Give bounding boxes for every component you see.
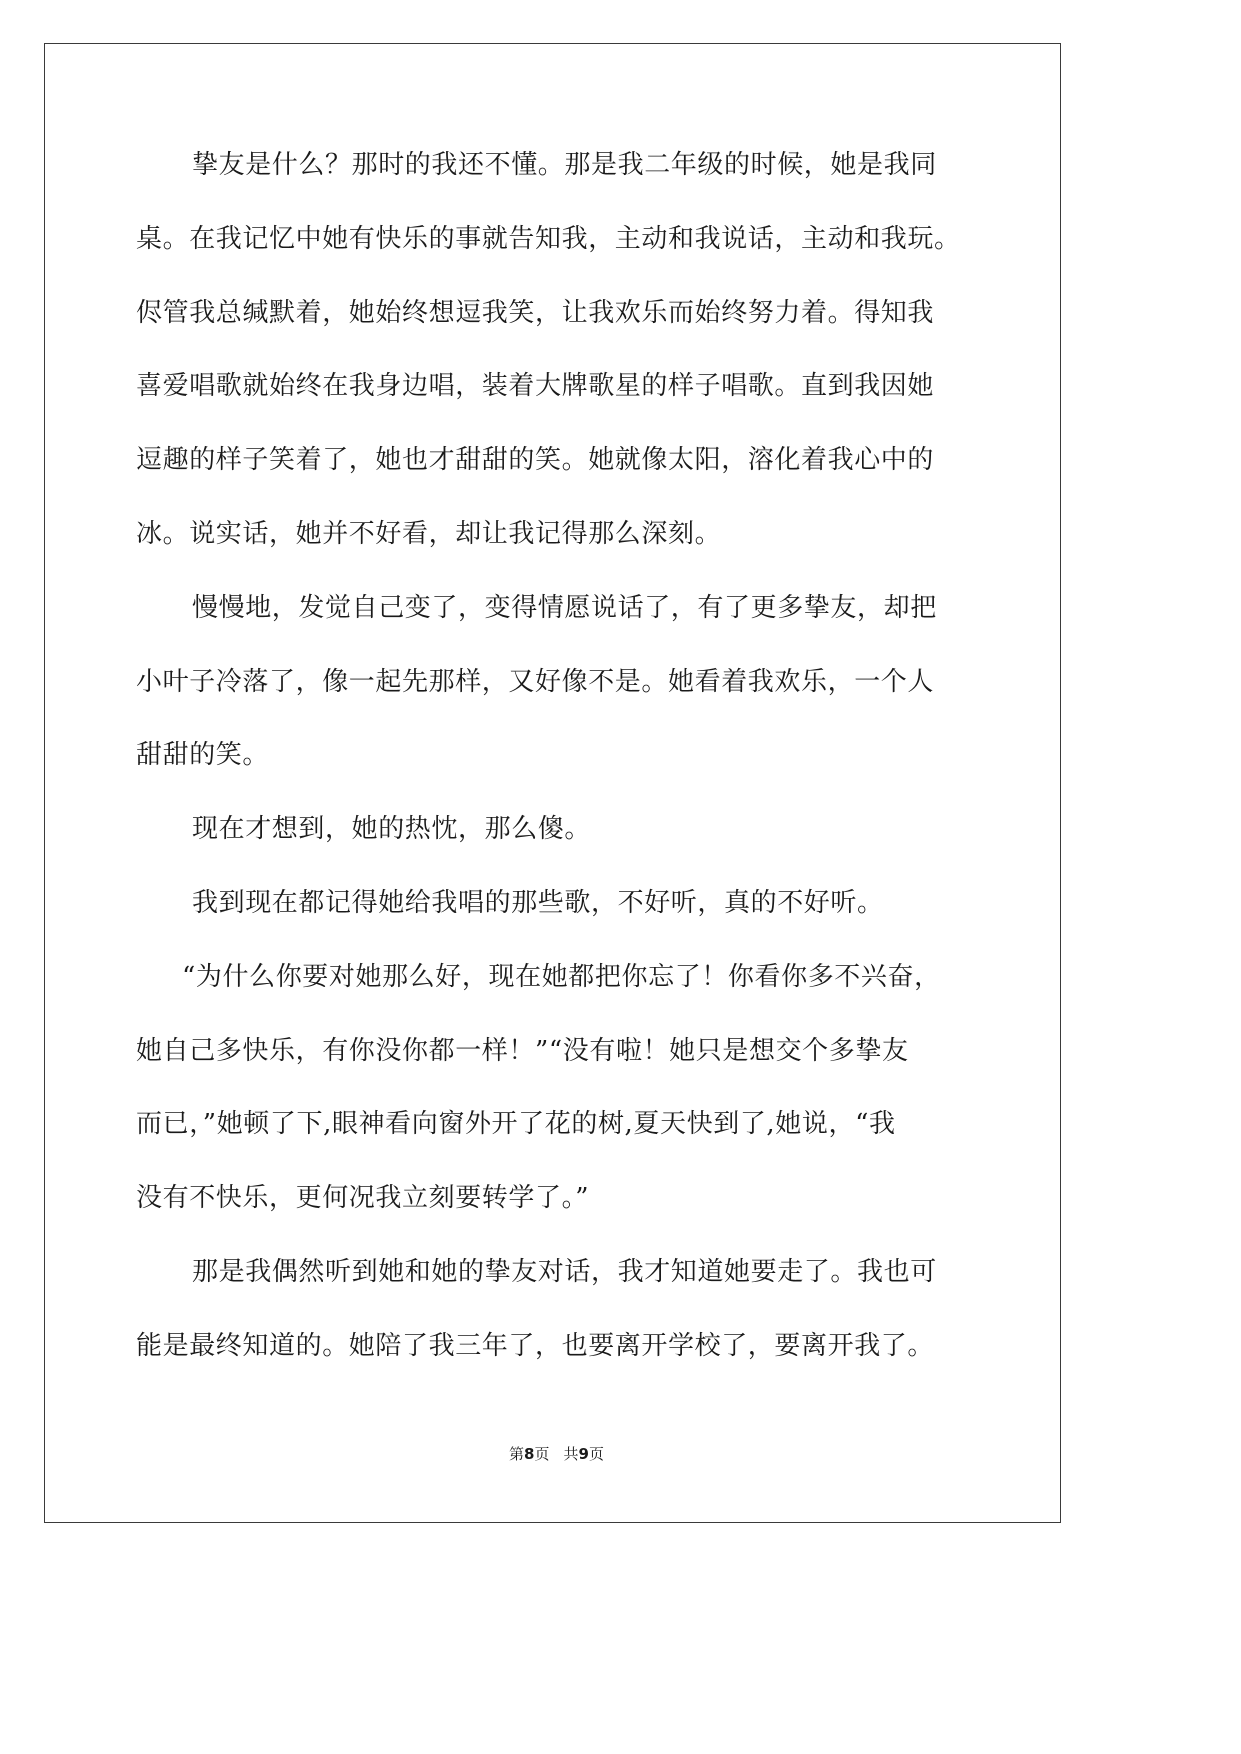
paragraph-6-line-1: 那是我偶然听到她和她的挚友对话，我才知道她要走了。我也可 [192,1256,937,1287]
paragraph-1-line-4: 喜爱唱歌就始终在我身边唱，装着大牌歌星的样子唱歌。直到我因她 [136,371,935,402]
paragraph-4-line-1: 我到现在都记得她给我唱的那些歌，不好听，真的不好听。 [192,887,884,918]
page-total-number: 9 [578,1445,589,1463]
page-prefix: 第 [509,1445,525,1463]
total-prefix: 共 [563,1445,579,1463]
page-current-number: 8 [524,1445,535,1463]
paragraph-3-line-1: 现在才想到，她的热忱，那么傻。 [192,814,592,845]
document-body [136,143,988,1398]
paragraph-5-line-3: 而已，”她顿了下,眼神看向窗外开了花的树,夏天快到了,她说，“我 [136,1109,896,1140]
paragraph-5-line-1: “为什么你要对她那么好，现在她都把你忘了！你看你多不兴奋， [182,961,941,992]
page-suffix: 页 [534,1445,550,1463]
paragraph-6-line-2: 能是最终知道的。她陪了我三年了，也要离开学校了，要离开我了。 [136,1330,935,1361]
total-suffix: 页 [588,1445,604,1463]
paragraph-2-line-3: 甜甜的笑。 [136,740,270,771]
paragraph-1-line-5: 逗趣的样子笑着了，她也才甜甜的笑。她就像太阳，溶化着我心中的 [136,445,935,476]
paragraph-1-line-1: 挚友是什么？那时的我还不懂。那是我二年级的时候，她是我同 [192,150,937,180]
paragraph-5-line-4: 没有不快乐，更何况我立刻要转学了。” [136,1183,590,1214]
paragraph-1-line-2: 桌。在我记忆中她有快乐的事就告知我，主动和我说话，主动和我玩。 [136,223,961,254]
paragraph-1-line-6: 冰。说实话，她并不好看，却让我记得那么深刻。 [136,518,722,549]
paragraph-1-line-3: 侭管我总缄默着，她始终想逗我笑，让我欢乐而始终努力着。得知我 [136,297,935,328]
paragraph-5-line-2: 她自己多快乐，有你没你都一样！”“没有啦！她只是想交个多挚友 [136,1035,909,1066]
paragraph-2-line-2: 小叶子冷落了，像一起先那样，又好像不是。她看着我欢乐，一个人 [136,666,935,697]
paragraph-2-line-1: 慢慢地，发觉自己变了，变得情愿说话了，有了更多挚友，却把 [192,592,937,623]
page-footer [0,1444,1113,1464]
